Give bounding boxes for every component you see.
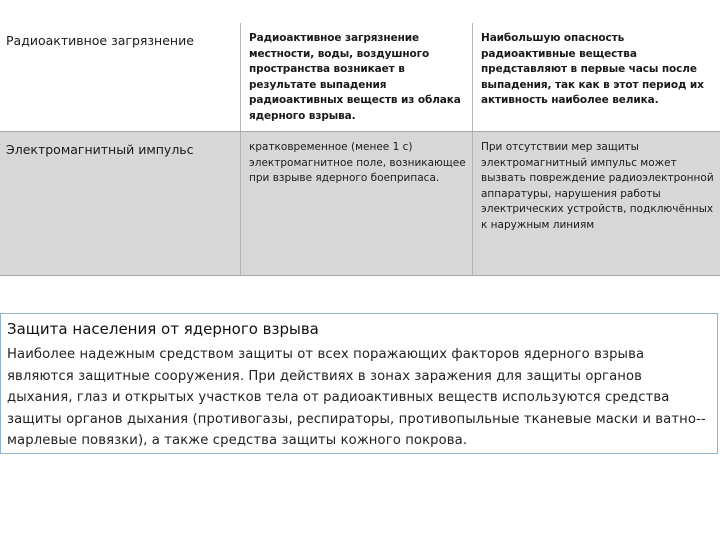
table-row — [0, 132, 720, 276]
table-row — [0, 23, 720, 132]
factor-note: Наибольшую опасность радиоактивные вещества представляют в первые часы после выпадения, так как в этот период их активность наиболее велика. — [481, 32, 704, 106]
factor-name: Радиоактивное загрязнение — [6, 33, 194, 48]
factor-description: Радиоактивное загрязнение местности, воды, воздушного пространства возникает в результате выпадения радиоактивных веществ из облака ядерного взрыва. — [249, 32, 461, 122]
factor-name-cell — [0, 132, 240, 275]
factor-description-cell — [240, 23, 472, 131]
factor-note-cell — [472, 132, 720, 275]
factor-name: Электромагнитный импульс — [6, 142, 194, 157]
section-text: Наиболее надежным средством защиты от всех поражающих факторов ядерного взрыва являются защитные сооружения. При действиях в зонах заражения для защиты органов дыхания, глаз и открытых участков тела от радиоактивных веществ используются средства защиты органов дыхания (противогазы, респираторы, противопыльные тканевые маски и ватно-‐марлевые повязки), а также средства защиты кожного покрова. — [7, 347, 706, 448]
factor-description-cell — [240, 132, 472, 275]
factor-note-cell — [472, 23, 720, 131]
factor-description: кратковременное (менее 1 с) электромагнитное поле, возникающее при взрыве ядерного боеприпаса. — [249, 141, 466, 184]
factor-name-cell — [0, 23, 240, 131]
protection-section — [0, 313, 718, 454]
section-title: Защита населения от ядерного взрыва — [7, 320, 319, 338]
factor-note: При отсутствии мер защиты электромагнитный импульс может вызвать повреждение радиоэлектронной аппаратуры, нарушения работы электрических устройств, подключённых к наружным линиям — [481, 141, 714, 231]
hazard-table — [0, 23, 720, 276]
